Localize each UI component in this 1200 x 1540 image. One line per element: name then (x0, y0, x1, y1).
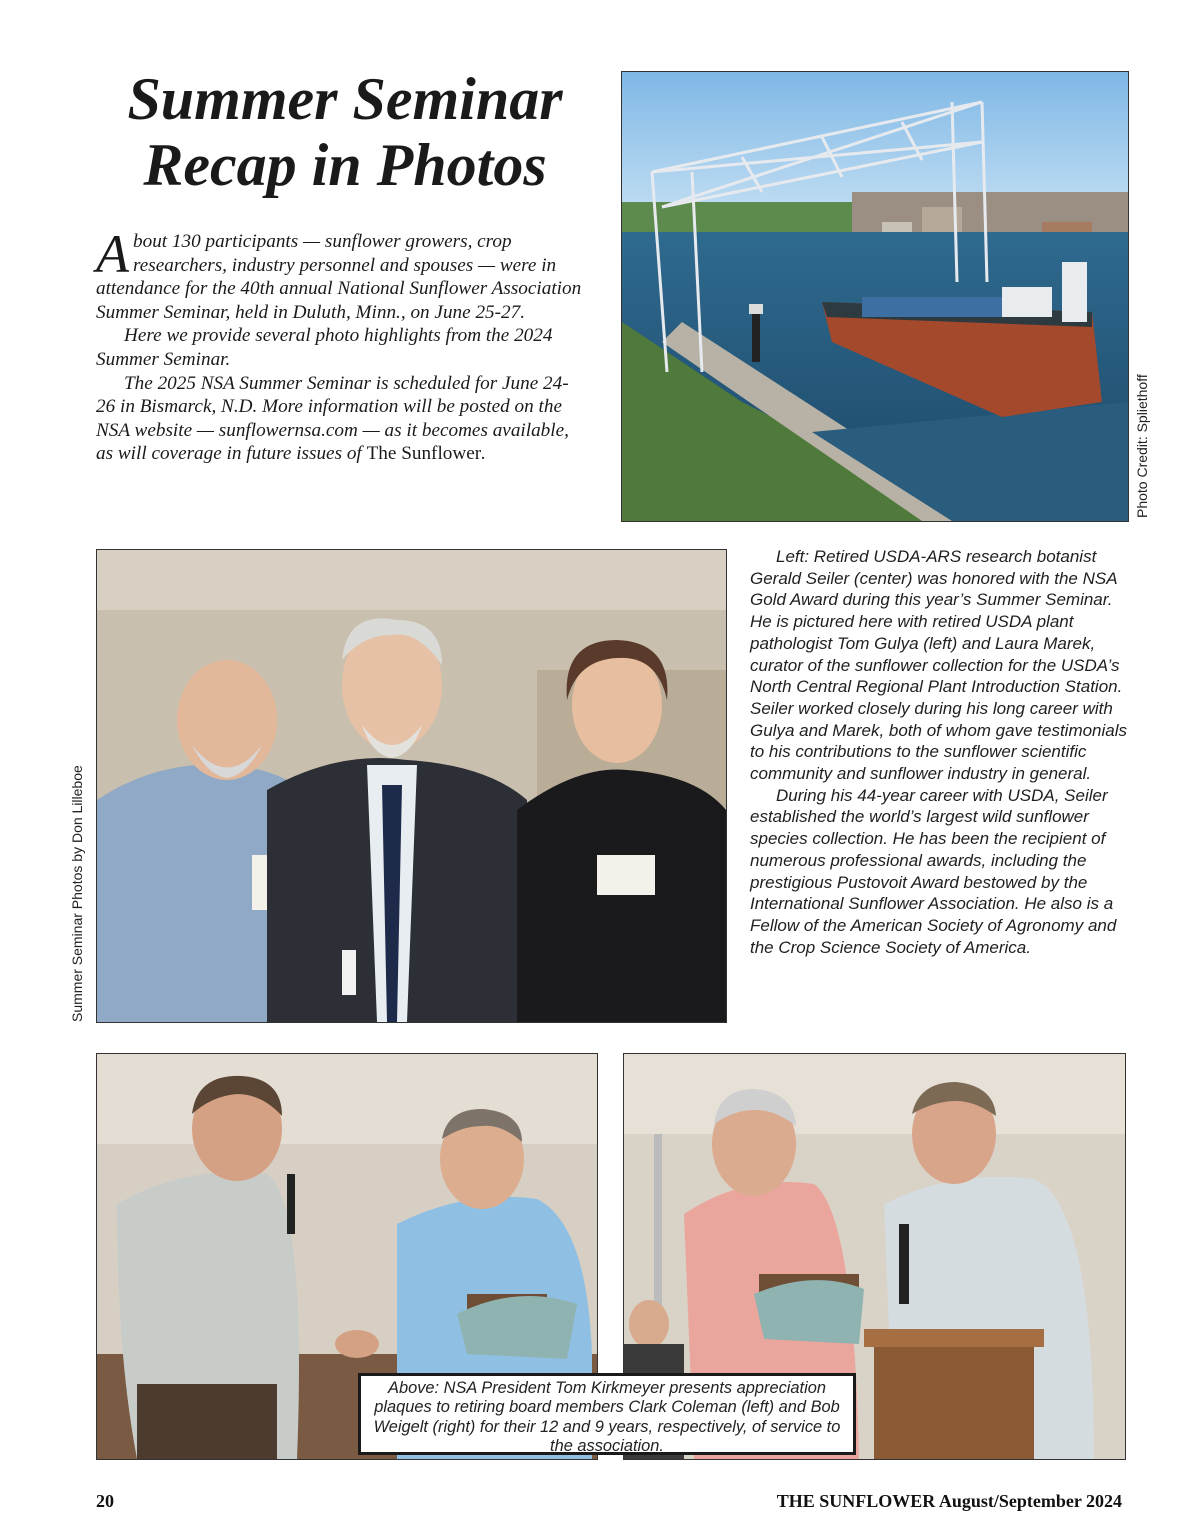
publication-name: The Sunflower (366, 443, 482, 465)
photo-gold-award (96, 549, 727, 1023)
intro-paragraph-2: Here we provide several photo highlights from the 2024 Summer Seminar. (96, 325, 553, 370)
publication-footer: THE SUNFLOWER August/September 2024 (776, 1491, 1122, 1511)
intro-paragraph-3-text: The 2025 NSA Summer Seminar is scheduled for June 24-26 in Bismarck, N.D. More information will be posted on the NSA website — sunflowernsa.com — as it becomes available, as will coverage in future issues of (96, 372, 569, 465)
article-title (90, 66, 600, 198)
gold-award-caption (750, 546, 1130, 958)
drop-cap: A (96, 224, 129, 284)
intro-paragraph-1-text: bout 130 participants — sunflower growers, crop researchers, industry personnel and spouses — were in attendance for the 40th annual National Sunflower Association Summer Seminar, held in Duluth, Minn., on June 25-27. (96, 231, 582, 323)
lift-bridge-image (622, 72, 1128, 521)
intro-paragraph-1 (96, 224, 582, 324)
photo-lift-bridge (621, 71, 1129, 522)
intro-text (96, 224, 582, 466)
page-number: 20 (96, 1491, 114, 1511)
intro-paragraph-3 (96, 372, 582, 466)
plaques-caption: Above: NSA President Tom Kirkmeyer presents appreciation plaques to retiring board members Clark Coleman (left) and Bob Weigelt (right) for their 12 and 9 years, respectively, of service to the association. (358, 1373, 856, 1455)
intro-paragraph-3-end: . (481, 443, 486, 465)
title-line-1: Summer Seminar (127, 66, 563, 132)
title-line-2: Recap in Photos (143, 132, 547, 198)
caption-paragraph-2: During his 44-year career with USDA, Seiler established the world’s largest wild sunflower species collection. He has been the recipient of numerous professional awards, including the prestigious Pustovoit Award bestowed by the International Sunflower Association. He also is a Fellow of the American Society of Agronomy and the Crop Science Society of America. (750, 785, 1117, 957)
side-photo-credit: Summer Seminar Photos by Don Lilleboe (69, 765, 85, 1022)
gold-award-image (97, 550, 726, 1022)
caption-paragraph-1: Left: Retired USDA-ARS research botanist Gerald Seiler (center) was honored with the NSA Gold Award during this year’s Summer Seminar. He is pictured here with retired USDA plant pathologist Tom Gulya (left) and Laura Marek, curator of the sunflower collection for the USDA’s North Central Regional Plant Introduction Station. Seiler worked closely during his long career with Gulya and Marek, both of whom gave testimonials to his contributions to the sunflower scientific community and sunflower industry in general. (750, 547, 1128, 784)
top-photo-credit: Photo Credit: Spliethoff (1134, 374, 1150, 518)
